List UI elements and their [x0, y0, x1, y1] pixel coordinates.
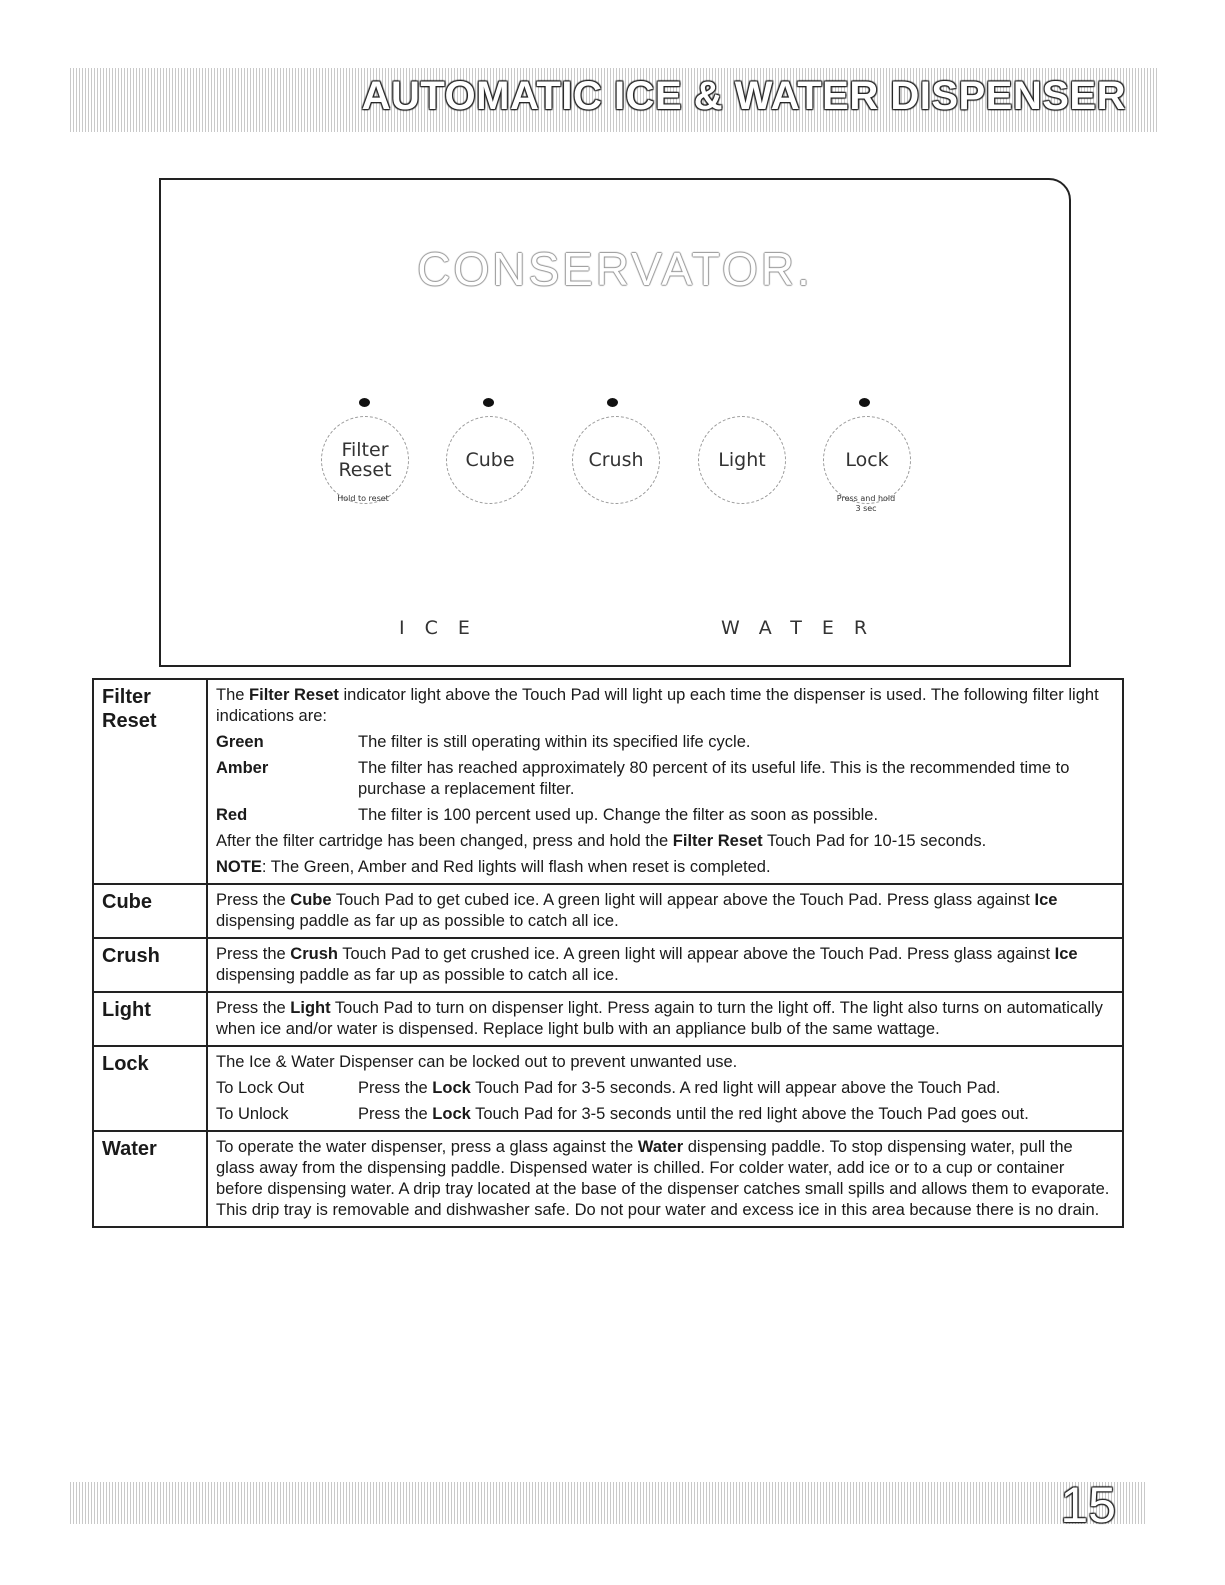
footer-bar	[70, 1477, 1146, 1533]
crush-touch-pad[interactable]: Crush	[572, 416, 660, 504]
cube-indicator-light	[483, 398, 494, 407]
indication-amber: Amber The filter has reached approximately 80 percent of its useful life. This is the recommended time to purchase a replacement filter.	[216, 759, 1070, 798]
table-row	[93, 679, 1123, 884]
table-row	[93, 992, 1123, 1046]
hold-to-reset-note: Hold to reset	[337, 494, 389, 503]
filter-reset-indicator-light	[359, 398, 370, 407]
water-zone-label: WATER	[721, 617, 888, 639]
lock-out-instruction: To Lock Out Press the Lock Touch Pad for 3-5 seconds. A red light will appear above the Touch Pad.	[216, 1079, 1001, 1097]
table-row	[93, 938, 1123, 992]
brand-logo: CONSERVATOR.	[417, 243, 813, 295]
press-and-hold-note: Press and hold 3 sec	[836, 494, 896, 513]
feature-description	[207, 679, 1123, 884]
feature-name: Filter Reset	[93, 679, 207, 884]
feature-description: Press the Light Touch Pad to turn on dispenser light. Press again to turn the light off. The light also turns on automatically when ice and/or water is dispensed. Replace light bulb with an appliance bulb of the same wattage.	[207, 992, 1123, 1046]
feature-description: Press the Cube Touch Pad to get cubed ice. A green light will appear above the Touch Pad. Press glass against Ice dispensing paddle as far up as possible to catch all ice.	[207, 884, 1123, 938]
feature-description	[207, 1046, 1123, 1131]
page-title: AUTOMATIC ICE & WATER DISPENSER	[361, 74, 1126, 118]
feature-name: Lock	[93, 1046, 207, 1131]
crush-indicator-light	[607, 398, 618, 407]
dispenser-control-panel	[159, 178, 1071, 667]
filter-reset-intro: The Filter Reset indicator light above the Touch Pad will light up each time the dispenser is used. The following filter light indications are:	[216, 686, 1099, 725]
table-row	[93, 1131, 1123, 1227]
feature-name: Water	[93, 1131, 207, 1227]
table-row	[93, 884, 1123, 938]
lock-indicator-light	[859, 398, 870, 407]
filter-reset-touch-pad[interactable]: Filter Reset	[321, 416, 409, 504]
feature-name: Cube	[93, 884, 207, 938]
indication-green: Green The filter is still operating within its specified life cycle.	[216, 733, 751, 751]
table-row	[93, 1046, 1123, 1131]
filter-reset-instructions: After the filter cartridge has been changed, press and hold the Filter Reset Touch Pad for 10-15 seconds.	[216, 832, 987, 850]
ice-zone-label: ICE	[399, 617, 490, 639]
light-touch-pad[interactable]: Light	[698, 416, 786, 504]
indication-red: Red The filter is 100 percent used up. Change the filter as soon as possible.	[216, 806, 879, 824]
feature-name: Light	[93, 992, 207, 1046]
feature-description: To operate the water dispenser, press a glass against the Water dispensing paddle. To stop dispensing water, pull the glass away from the dispensing paddle. Dispensed water is chilled. For colder water, add ice or to a cup or container before dispensing water. A drip tray located at the base of the dispenser catches small spills and allows them to evaporate. This drip tray is removable and dishwasher safe. Do not pour water and excess ice in this area because there is no drain.	[207, 1131, 1123, 1227]
lock-intro: The Ice & Water Dispenser can be locked out to prevent unwanted use.	[216, 1053, 738, 1071]
page-number: 15	[1060, 1477, 1116, 1533]
filter-reset-note: NOTE: The Green, Amber and Red lights will flash when reset is completed.	[216, 858, 771, 876]
feature-description: Press the Crush Touch Pad to get crushed ice. A green light will appear above the Touch Pad. Press glass against Ice dispensing paddle as far up as possible to catch all ice.	[207, 938, 1123, 992]
feature-name: Crush	[93, 938, 207, 992]
cube-touch-pad[interactable]: Cube	[446, 416, 534, 504]
lock-touch-pad[interactable]: Lock	[823, 416, 911, 504]
unlock-instruction: To Unlock Press the Lock Touch Pad for 3-5 seconds until the red light above the Touch Pad goes out.	[216, 1105, 1029, 1123]
feature-table	[92, 678, 1124, 1228]
header-banner	[70, 68, 1158, 132]
